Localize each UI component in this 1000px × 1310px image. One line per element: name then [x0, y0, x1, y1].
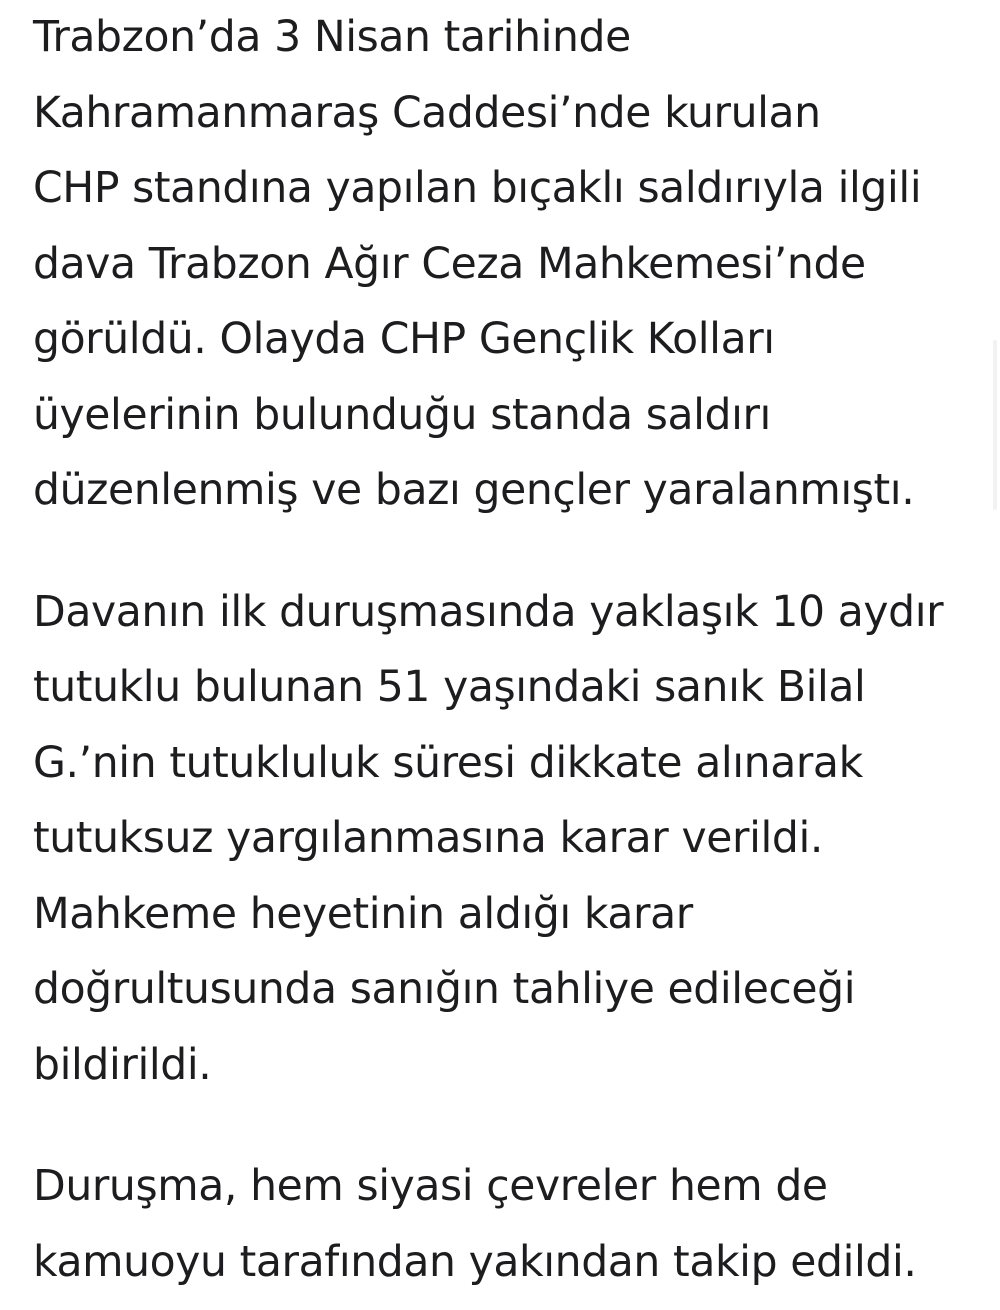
text-line: tutuklu bulunan 51 yaşındaki sanık Bilal — [33, 663, 866, 712]
article-body — [33, 0, 973, 1300]
text-line: Duruşma, hem siyasi çevreler hem de — [33, 1162, 828, 1211]
text-line: bildirildi. — [33, 1040, 212, 1090]
text-line: düzenlenmiş ve bazı gençler yaralanmıştı. — [33, 466, 915, 515]
text-line: üyelerinin bulunduğu standa saldırı — [33, 390, 771, 440]
paragraph-3 — [33, 1149, 973, 1300]
paragraph-spacer — [33, 529, 973, 575]
text-line: Davanın ilk duruşmasında yaklaşık 10 aydır — [33, 587, 944, 637]
text-line: CHP standına yapılan bıçaklı saldırıyla ilgili — [33, 164, 922, 213]
text-line: Trabzon’da 3 Nisan tarihinde — [33, 13, 631, 62]
paragraph-1 — [33, 0, 973, 529]
paragraph-spacer — [33, 1103, 973, 1149]
text-line: G.’nin tutukluluk süresi dikkate alınarak — [33, 738, 863, 788]
text-line: dava Trabzon Ağır Ceza Mahkemesi’nde — [33, 239, 866, 289]
scrollbar-thumb[interactable] — [993, 340, 997, 510]
text-line: kamuoyu tarafından yakından takip edildi. — [33, 1237, 917, 1287]
text-line: görüldü. Olayda CHP Gençlik Kolları — [33, 315, 775, 364]
text-line: Kahramanmaraş Caddesi’nde kurulan — [33, 88, 821, 138]
text-line: tutuksuz yargılanmasına karar verildi. — [33, 814, 823, 863]
text-line: doğrultusunda sanığın tahliye edileceği — [33, 965, 856, 1014]
paragraph-2 — [33, 575, 973, 1104]
text-line: Mahkeme heyetinin aldığı karar — [33, 889, 693, 939]
